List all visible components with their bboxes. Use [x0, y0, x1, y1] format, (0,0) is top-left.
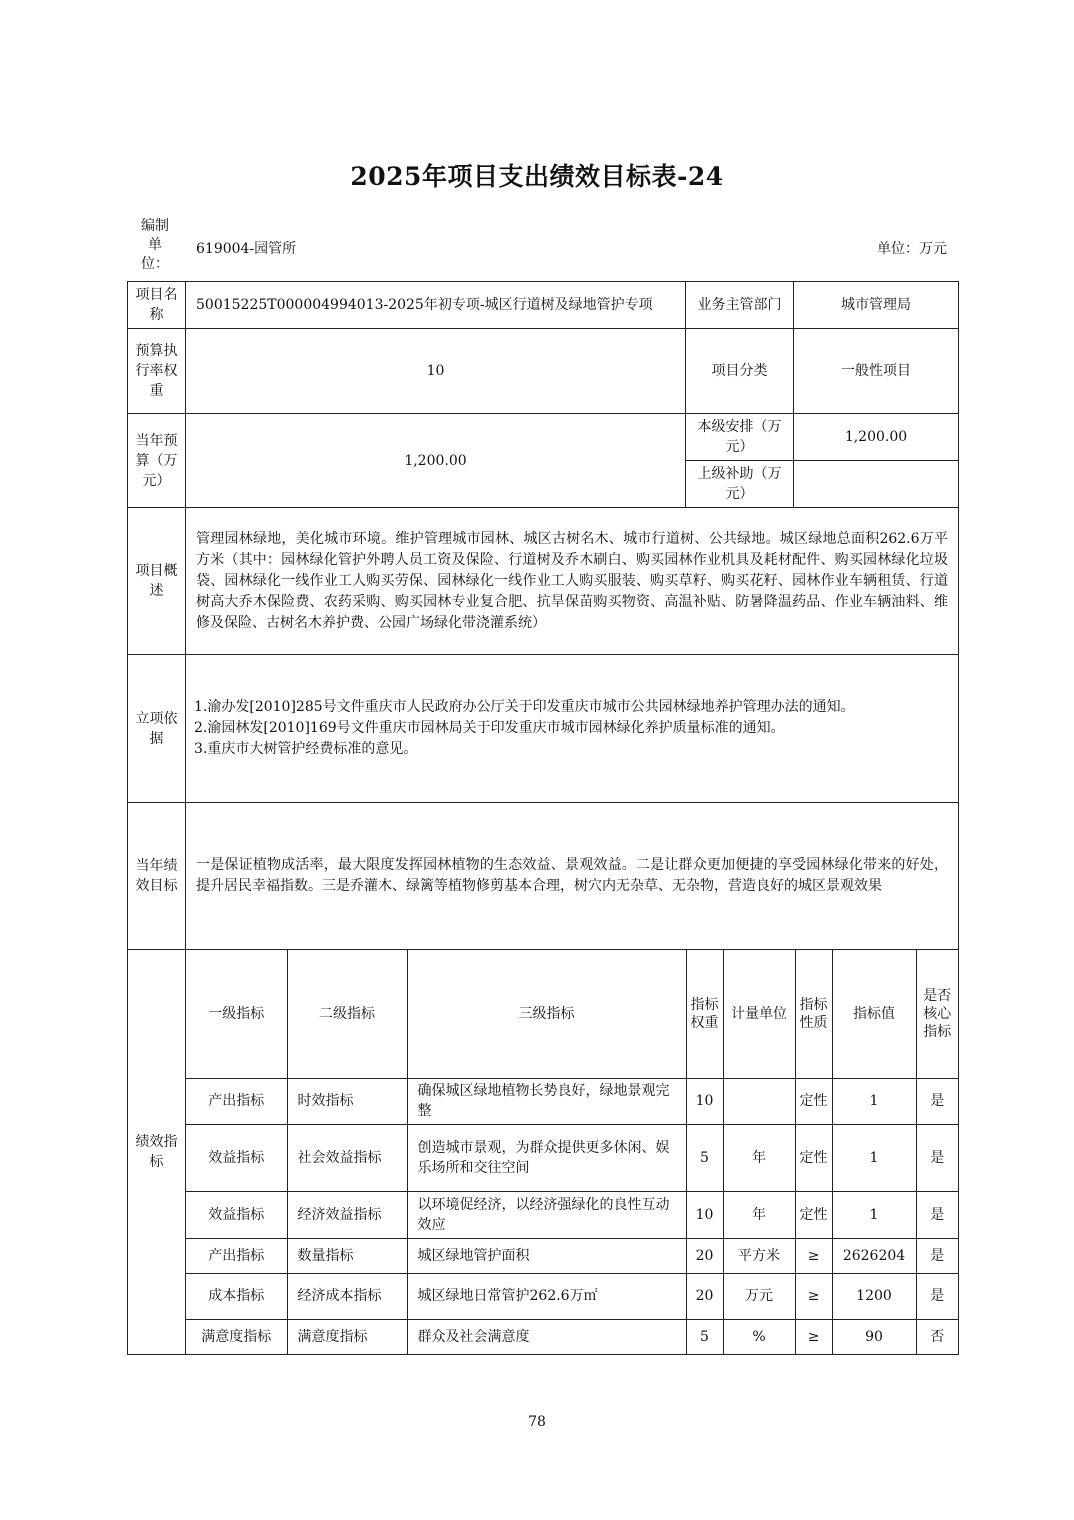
header-nature: 指标性质 — [795, 950, 832, 1078]
indicators-header-row — [186, 950, 958, 1078]
row-core: 是 — [916, 1124, 958, 1191]
table-row — [186, 1238, 958, 1273]
upper-value — [794, 461, 959, 508]
table-row — [186, 1319, 958, 1354]
row-l3: 城区绿地日常管护262.6万㎡ — [407, 1273, 686, 1319]
row-core: 是 — [916, 1238, 958, 1273]
header-l2: 二级指标 — [287, 950, 407, 1078]
row-core: 是 — [916, 1191, 958, 1238]
basis-line: 1.渝办发[2010]285号文件重庆市人民政府办公厅关于印发重庆市城市公共园林绿地养护管理办法的通知。 — [194, 699, 855, 715]
row-weight: 5 — [686, 1124, 723, 1191]
table-row — [186, 1078, 958, 1124]
row-core: 是 — [916, 1078, 958, 1124]
row-value: 2626204 — [832, 1238, 916, 1273]
page-title: 2025年项目支出绩效目标表-24 — [350, 162, 724, 191]
row-nature: ≥ — [795, 1273, 832, 1319]
row-l1: 效益指标 — [186, 1191, 287, 1238]
header-unit: 计量单位 — [723, 950, 795, 1078]
basis-value — [186, 655, 959, 803]
upper-label: 上级补助（万元） — [686, 461, 794, 508]
basis-line: 2.渝园林发[2010]169号文件重庆市园林局关于印发重庆市城市园林绿化养护质量标准的通知。 — [194, 720, 785, 736]
row-unit: 年 — [723, 1191, 795, 1238]
row-value: 1 — [832, 1078, 916, 1124]
row-weight: 5 — [686, 1319, 723, 1354]
indicators-table — [186, 950, 958, 1354]
row-l3: 以环境促经济，以经济强绿化的良性互动效应 — [407, 1191, 686, 1238]
header-l3: 三级指标 — [407, 950, 686, 1078]
row-value: 1200 — [832, 1273, 916, 1319]
dept-value: 城市管理局 — [794, 282, 959, 329]
header-value: 指标值 — [832, 950, 916, 1078]
row-nature: 定性 — [795, 1078, 832, 1124]
row-unit: 平方米 — [723, 1238, 795, 1273]
indicators-label: 绩效指标 — [128, 950, 186, 1355]
row-value: 1 — [832, 1191, 916, 1238]
goal-label: 当年绩效目标 — [128, 803, 186, 950]
row-l3: 城区绿地管护面积 — [407, 1238, 686, 1273]
row-nature: 定性 — [795, 1191, 832, 1238]
row-l3: 群众及社会满意度 — [407, 1319, 686, 1354]
budget-label: 当年预算（万元） — [128, 414, 186, 508]
row-l2: 数量指标 — [287, 1238, 407, 1273]
row-unit: % — [723, 1319, 795, 1354]
form-header — [127, 217, 957, 277]
row-nature: 定性 — [795, 1124, 832, 1191]
performance-table — [127, 281, 959, 1355]
weight-value: 10 — [186, 329, 686, 414]
org-label: 编制单位： — [141, 218, 169, 272]
local-label: 本级安排（万元） — [686, 414, 794, 461]
dept-label: 业务主管部门 — [686, 282, 794, 329]
category-value: 一般性项目 — [794, 329, 959, 414]
table-row — [186, 1273, 958, 1319]
row-l1: 成本指标 — [186, 1273, 287, 1319]
row-value: 90 — [832, 1319, 916, 1354]
row-unit: 万元 — [723, 1273, 795, 1319]
row-l3: 确保城区绿地植物长势良好，绿地景观完整 — [407, 1078, 686, 1124]
local-value: 1,200.00 — [794, 414, 959, 461]
header-l1: 一级指标 — [186, 950, 287, 1078]
budget-value: 1,200.00 — [186, 414, 686, 508]
row-unit — [723, 1078, 795, 1124]
project-name-label: 项目名称 — [128, 282, 186, 329]
row-weight: 10 — [686, 1191, 723, 1238]
row-l2: 经济效益指标 — [287, 1191, 407, 1238]
row-l2: 时效指标 — [287, 1078, 407, 1124]
row-nature: ≥ — [795, 1319, 832, 1354]
header-core: 是否核心指标 — [916, 950, 958, 1078]
row-l1: 产出指标 — [186, 1078, 287, 1124]
row-core: 否 — [916, 1319, 958, 1354]
weight-label: 预算执行率权重 — [128, 329, 186, 414]
table-row — [186, 1124, 958, 1191]
row-l1: 满意度指标 — [186, 1319, 287, 1354]
category-label: 项目分类 — [686, 329, 794, 414]
row-l1: 效益指标 — [186, 1124, 287, 1191]
unit-label: 单位：万元 — [877, 241, 947, 257]
basis-label: 立项依据 — [128, 655, 186, 803]
table-row — [186, 1191, 958, 1238]
page-number: 78 — [528, 1414, 546, 1430]
overview-label: 项目概述 — [128, 508, 186, 655]
overview-value: 管理园林绿地，美化城市环境。维护管理城市园林、城区古树名木、城市行道树、公共绿地。城区绿地总面积262.6万平方米（其中：园林绿化管护外聘人员工资及保险、行道树及乔木刷白、购买园林作业机具及耗材配件、购买园林绿化垃圾袋、园林绿化一线作业工人购买劳保、园林绿化一线作业工人购买服装、购买草籽、购买花籽、园林作业车辆租赁、行道树高大乔木保险费、农药采购、购买园林专业复合肥、抗旱保苗购买物资、高温补贴、防暑降温药品、作业车辆油料、维修及保险、古树名木养护费、公园广场绿化带浇灌系统） — [186, 508, 959, 655]
row-l3: 创造城市景观，为群众提供更多休闲、娱乐场所和交往空间 — [407, 1124, 686, 1191]
row-core: 是 — [916, 1273, 958, 1319]
header-weight: 指标权重 — [686, 950, 723, 1078]
row-value: 1 — [832, 1124, 916, 1191]
org-value: 619004-园管所 — [196, 241, 297, 257]
row-nature: ≥ — [795, 1238, 832, 1273]
row-unit: 年 — [723, 1124, 795, 1191]
row-l1: 产出指标 — [186, 1238, 287, 1273]
goal-value: 一是保证植物成活率，最大限度发挥园林植物的生态效益、景观效益。二是让群众更加便捷的享受园林绿化带来的好处，提升居民幸福指数。三是乔灌木、绿篱等植物修剪基本合理，树穴内无杂草、无杂物，营造良好的城区景观效果 — [186, 803, 959, 950]
row-l2: 社会效益指标 — [287, 1124, 407, 1191]
basis-line: 3.重庆市大树管护经费标准的意见。 — [194, 741, 418, 757]
row-weight: 20 — [686, 1273, 723, 1319]
row-weight: 10 — [686, 1078, 723, 1124]
project-name-value: 50015225T000004994013-2025年初专项-城区行道树及绿地管护专项 — [186, 282, 686, 329]
row-weight: 20 — [686, 1238, 723, 1273]
row-l2: 满意度指标 — [287, 1319, 407, 1354]
row-l2: 经济成本指标 — [287, 1273, 407, 1319]
